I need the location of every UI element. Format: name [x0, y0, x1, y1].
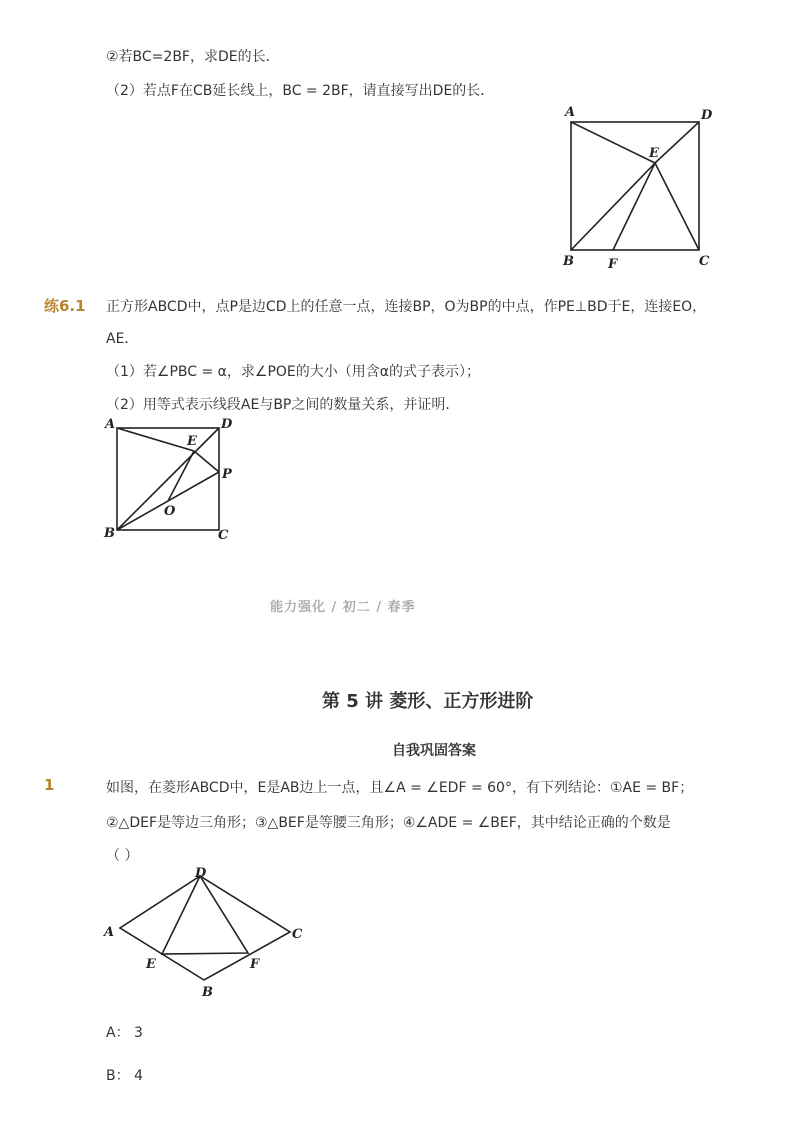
fig3-label-f: F — [250, 957, 260, 972]
fig2-pe — [194, 451, 219, 472]
fig2-label-a: A — [105, 417, 116, 432]
option-b-label: B： — [106, 1068, 130, 1084]
option-a[interactable] — [106, 1022, 143, 1042]
section-subtitle: 自我巩固答案 — [392, 743, 476, 759]
fig1-label-a: A — [565, 105, 576, 120]
option-b-value: 4 — [134, 1068, 143, 1084]
fig3-label-c: C — [292, 927, 303, 942]
exercise-stem-line-2: AE． — [106, 331, 139, 347]
fig2-label-c: C — [218, 528, 229, 543]
fig1-label-c: C — [699, 254, 710, 269]
fig2-ae — [117, 428, 194, 451]
fig1-be — [571, 163, 655, 250]
fig1-ae — [571, 122, 655, 163]
exercise-stem-line-1: 正方形ABCD中，点P是边CD上的任意一点，连接BP，O为BP的中点，作PE⊥BD于E，连接EO， — [106, 299, 707, 315]
fig1-label-e: E — [649, 146, 659, 161]
fig1-label-d: D — [701, 108, 713, 123]
option-a-value: 3 — [134, 1025, 143, 1041]
question-stem-line-2: ②△DEF是等边三角形；③△BEF是等腰三角形；④∠ADE = ∠BEF，其中结论正确的个数是 — [106, 815, 671, 831]
fig3-label-d: D — [195, 866, 207, 881]
question-stem-line-3: （ ） — [106, 848, 139, 864]
lecture-title: 第 5 讲 菱形、正方形进阶 — [322, 691, 534, 712]
figure-rhombus-abcd — [100, 862, 310, 1002]
fig1-fe — [613, 163, 655, 250]
fig2-label-p: P — [222, 467, 232, 482]
page-footer: 能力强化 / 初二 / 春季 — [270, 600, 416, 615]
question-stem-line-1: 如图，在菱形ABCD中，E是AB边上一点，且∠A = ∠EDF = 60°，有下列结论：①AE = BF； — [106, 780, 694, 796]
fig2-label-o: O — [164, 504, 176, 519]
fig2-label-e: E — [187, 434, 197, 449]
exercise-question-2: （2）用等式表示线段AE与BP之间的数量关系，并证明． — [106, 397, 460, 413]
fig1-ce — [655, 163, 699, 250]
fig1-label-b: B — [563, 254, 574, 269]
fig1-ed — [655, 122, 699, 163]
fig3-label-b: B — [202, 985, 213, 1000]
fig3-triangle-def — [162, 876, 248, 954]
fig2-label-b: B — [104, 526, 115, 541]
exercise-tag: 练6.1 — [44, 297, 86, 315]
prev-problem-line-2: （2）若点F在CB延长线上，BC = 2BF，请直接写出DE的长． — [106, 83, 495, 99]
fig2-label-d: D — [221, 417, 233, 432]
fig1-label-f: F — [608, 257, 618, 272]
exercise-question-1: （1）若∠PBC = α，求∠POE的大小（用含α的式子表示）； — [106, 364, 480, 380]
fig3-label-e: E — [146, 957, 156, 972]
question-number: 1 — [44, 776, 55, 794]
option-a-label: A： — [106, 1025, 130, 1041]
fig3-label-a: A — [104, 925, 115, 940]
figure-square-abcd-2 — [100, 415, 240, 545]
figure-square-abcd-1 — [555, 100, 725, 275]
option-b[interactable] — [106, 1065, 143, 1085]
prev-problem-line-1: ②若BC=2BF，求DE的长． — [106, 49, 280, 65]
